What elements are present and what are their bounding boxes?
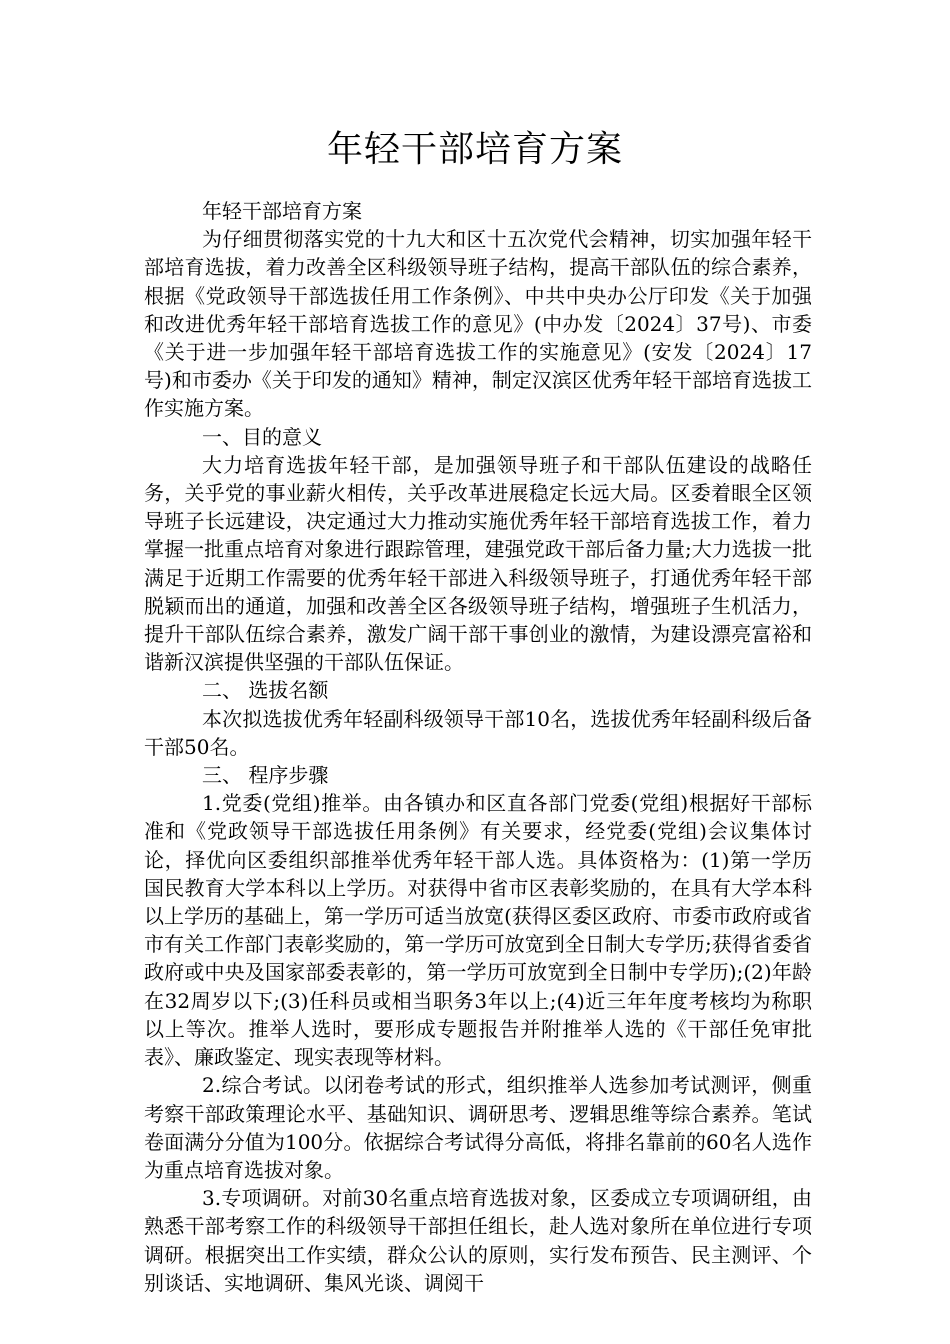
paragraph-subtitle: 年轻干部培育方案 — [202, 199, 362, 223]
paragraph-purpose: 大力培育选拔年轻干部，是加强领导班子和干部队伍建设的战略任务，关乎党的事业薪火相传，关乎改革进展稳定长远大局。区委着眼全区领导班子长远建设，决定通过大力推动实施优秀年轻干部培育选拔工作，着力掌握一批重点培育对象进行跟踪管理，建强党政干部后备力量;大力选拔一批满足于近期工作需要的优秀年轻干部进入科级领导班子，打通优秀年轻干部脱颖而出的通道，加强和改善全区各级领导班子结构，增强班子生机活力，提升干部队伍综合素养，激发广阔干部干事创业的激情，为建设漂亮富裕和谐新汉滨提供坚强的干部队伍保证。 — [144, 452, 812, 675]
paragraph-step-survey: 3.专项调研。对前30名重点培育选拔对象，区委成立专项调研组，由熟悉干部考察工作的科级领导干部担任组长，赴人选对象所在单位进行专项调研。根据突出工作实绩，群众公认的原则，实行发布预告、民主测评、个别谈话、实地调研、集风光谈、调阅干 — [144, 1186, 812, 1295]
paragraph-quota: 本次拟选拔优秀年轻副科级领导干部10名，选拔优秀年轻副科级后备干部50名。 — [144, 706, 812, 759]
section-heading-procedure: 三、 程序步骤 — [202, 763, 329, 788]
section-heading-quota: 二、 选拔名额 — [202, 678, 329, 703]
paragraph-step-exam: 2.综合考试。以闭卷考试的形式，组织推举人选参加考试测评，侧重考察干部政策理论水平、基础知识、调研思考、逻辑思维等综合素养。笔试卷面满分分值为100分。依据综合考试得分高低，将排名靠前的60名人选作为重点培育选拔对象。 — [144, 1073, 812, 1182]
paragraph-step-recommendation: 1.党委(党组)推举。由各镇办和区直各部门党委(党组)根据好干部标准和《党政领导干部选拔任用条例》有关要求，经党委(党组)会议集体讨论，择优向区委组织部推举优秀年轻干部人选。具体资格为：(1)第一学历国民教育大学本科以上学历。对获得中省市区表彰奖励的，在具有大学本科以上学历的基础上，第一学历可适当放宽(获得区委区政府、市委市政府或省市有关工作部门表彰奖励的，第一学历可放宽到全日制大专学历;获得省委省政府或中央及国家部委表彰的，第一学历可放宽到全日制中专学历);(2)年龄在32周岁以下;(3)任科员或相当职务3年以上;(4)近三年年度考核均为称职以上等次。推举人选时，要形成专题报告并附推举人选的《干部任免审批表》、廉政鉴定、现实表现等材料。 — [144, 791, 812, 1070]
document-title: 年轻干部培育方案 — [326, 129, 623, 170]
document-body — [144, 197, 812, 1297]
section-heading-purpose: 一、目的意义 — [202, 424, 322, 449]
paragraph-intro: 为仔细贯彻落实党的十九大和区十五次党代会精神，切实加强年轻干部培育选拔，着力改善全区科级领导班子结构，提高干部队伍的综合素养，根据《党政领导干部选拔任用工作条例》、中共中央办公厅印发《关于加强和改进优秀年轻干部培育选拔工作的意见》(中办发〔2024〕37号)、市委《关于进一步加强年轻干部培育选拔工作的实施意见》(安发〔2024〕17号)和市委办《关于印发的通知》精神，制定汉滨区优秀年轻干部培育选拔工作实施方案。 — [144, 227, 812, 421]
